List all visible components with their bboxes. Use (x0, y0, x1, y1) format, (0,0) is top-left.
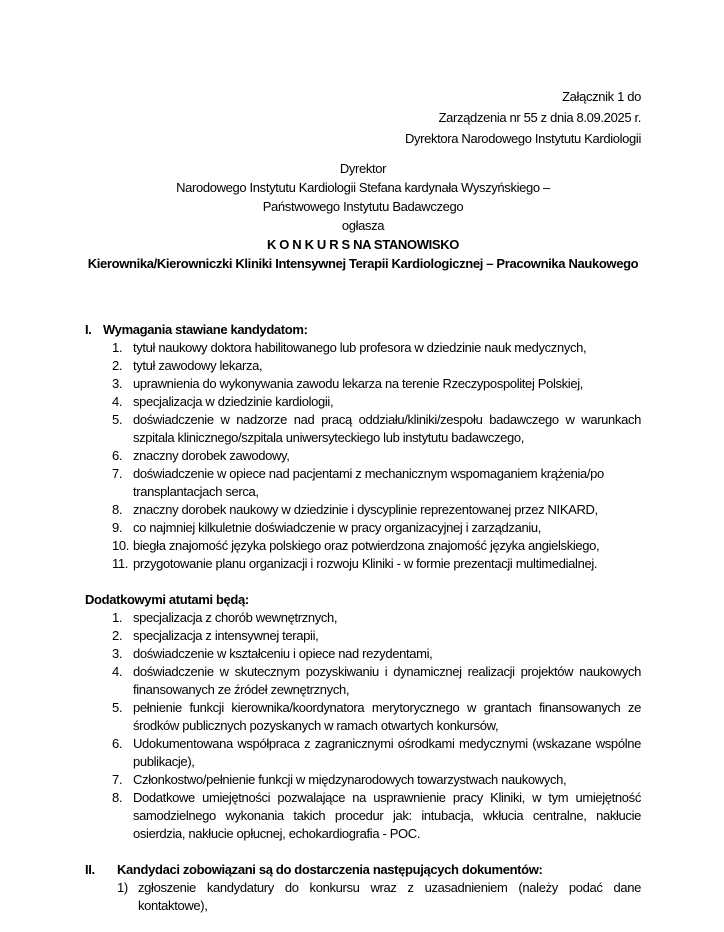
item-number: 4. (112, 394, 123, 409)
item-number: 6. (112, 448, 123, 463)
item-text: tytuł naukowy doktora habilitowanego lub profesora w dziedzinie nauk medycznych, (133, 340, 587, 355)
item-number: 5. (112, 700, 123, 715)
item-number: 8. (112, 502, 123, 517)
item-number: 9. (112, 520, 123, 535)
item-text: tytuł zawodowy lekarza, (133, 358, 263, 373)
item-text: specjalizacja z chorób wewnętrznych, (133, 610, 338, 625)
item-text: Udokumentowana współpraca z zagranicznymi ośrodkami medycznymi (wskazane wspólne publikacje), (133, 736, 641, 769)
requirement-item (112, 447, 641, 465)
item-number: 2. (112, 358, 123, 373)
requirement-item (112, 357, 641, 375)
requirement-item (112, 537, 641, 555)
requirement-item (112, 519, 641, 537)
item-text: doświadczenie w skutecznym pozyskiwaniu i dynamicznej realizacji projektów naukowych finansowanych ze źródeł zewnętrznych, (133, 664, 641, 697)
document-page (85, 86, 641, 915)
attachment-block (85, 86, 641, 149)
asset-item (112, 789, 641, 843)
requirement-item (112, 375, 641, 393)
asset-item (112, 699, 641, 735)
item-text: doświadczenie w nadzorze nad pracą oddziału/kliniki/zespołu badawczego w warunkach szpitala klinicznego/szpitala uniwersyteckiego lub instytutu badawczego, (133, 412, 641, 445)
item-number: 11. (112, 556, 129, 571)
section-2-number: II. (85, 862, 95, 877)
item-number: 2. (112, 628, 123, 643)
competition-title: K O N K U R S NA STANOWISKO (266, 237, 460, 252)
preamble-block (85, 159, 641, 273)
institution-name-line-2: Państwowego Instytutu Badawczego (262, 199, 464, 214)
requirement-item (112, 411, 641, 447)
item-number: 10. (112, 538, 130, 553)
requirement-item (112, 555, 641, 573)
additional-assets-heading: Dodatkowymi atutami będą: (85, 592, 249, 607)
item-text: specjalizacja w dziedzinie kardiologii, (133, 394, 334, 409)
section-2-title: Kandydaci zobowiązani są do dostarczenia następujących dokumentów: (117, 862, 543, 877)
section-2-heading (85, 861, 641, 879)
item-text: znaczny dorobek zawodowy, (133, 448, 290, 463)
item-number: 1) (117, 880, 128, 895)
assets-list (85, 609, 641, 843)
item-text: pełnienie funkcji kierownika/koordynatora merytorycznego w grantach finansowanych ze środków publicznych pozyskanych w ramach otwartych konkursów, (133, 700, 641, 733)
asset-item (112, 627, 641, 645)
requirement-item (112, 393, 641, 411)
item-number: 1. (112, 340, 123, 355)
asset-item (112, 663, 641, 699)
attachment-line-1: Załącznik 1 do (562, 89, 641, 104)
item-text: znaczny dorobek naukowy w dziedzinie i dyscyplinie reprezentowanej przez NIKARD, (133, 502, 598, 517)
institution-name-line-1: Narodowego Instytutu Kardiologii Stefana kardynała Wyszyńskiego – (176, 180, 550, 195)
item-text: doświadczenie w kształceniu i opiece nad rezydentami, (133, 646, 433, 661)
documents-list (85, 879, 641, 915)
requirement-item (112, 465, 641, 501)
item-text: co najmniej kilkuletnie doświadczenie w pracy organizacyjnej i zarządzaniu, (133, 520, 542, 535)
requirement-item (112, 339, 641, 357)
item-number: 6. (112, 736, 123, 751)
position-title: Kierownika/Kierowniczki Kliniki Intensywnej Terapii Kardiologicznej – Pracownika Naukowego (87, 256, 639, 271)
item-text: przygotowanie planu organizacji i rozwoju Kliniki - w formie prezentacji multimedialnej. (133, 556, 598, 571)
item-text: doświadczenie w opiece nad pacjentami z mechanicznym wspomaganiem krążenia/po transplantacjach serca, (133, 466, 604, 499)
item-number: 7. (112, 466, 123, 481)
item-text: uprawnienia do wykonywania zawodu lekarza na terenie Rzeczypospolitej Polskiej, (133, 376, 583, 391)
asset-item (112, 735, 641, 771)
item-number: 5. (112, 412, 123, 427)
asset-item (112, 771, 641, 789)
item-number: 3. (112, 646, 123, 661)
attachment-line-3: Dyrektora Narodowego Instytutu Kardiologii (404, 131, 641, 146)
requirements-list (85, 339, 641, 573)
asset-item (112, 609, 641, 627)
item-number: 4. (112, 664, 123, 679)
asset-item (112, 645, 641, 663)
attachment-line-2: Zarządzenia nr 55 z dnia 8.09.2025 r. (438, 110, 641, 125)
item-number: 8. (112, 790, 123, 805)
item-text: Dodatkowe umiejętności pozwalające na usprawnienie pracy Kliniki, w tym umiejętność samodzielnego wykonania takich procedur jak: intubacja, wkłucia centralne, nakłucie osierdzia, nakłucie opłucnej, echokardiografia - POC. (133, 790, 641, 841)
document-item (117, 879, 641, 915)
item-text: specjalizacja z intensywnej terapii, (133, 628, 319, 643)
announces-text: ogłasza (341, 218, 385, 233)
section-1-number: I. (85, 322, 92, 337)
item-text: biegła znajomość języka polskiego oraz potwierdzona znajomość języka angielskiego, (133, 538, 600, 553)
item-text: Członkostwo/pełnienie funkcji w międzynarodowych towarzystwach naukowych, (133, 772, 567, 787)
section-1-title: Wymagania stawiane kandydatom: (103, 322, 308, 337)
item-number: 3. (112, 376, 123, 391)
item-text: zgłoszenie kandydatury do konkursu wraz z uzasadnieniem (należy podać dane kontaktowe), (138, 880, 641, 913)
requirement-item (112, 501, 641, 519)
item-number: 7. (112, 772, 123, 787)
issuer-title: Dyrektor (339, 161, 387, 176)
item-number: 1. (112, 610, 123, 625)
section-1-heading (85, 321, 641, 339)
